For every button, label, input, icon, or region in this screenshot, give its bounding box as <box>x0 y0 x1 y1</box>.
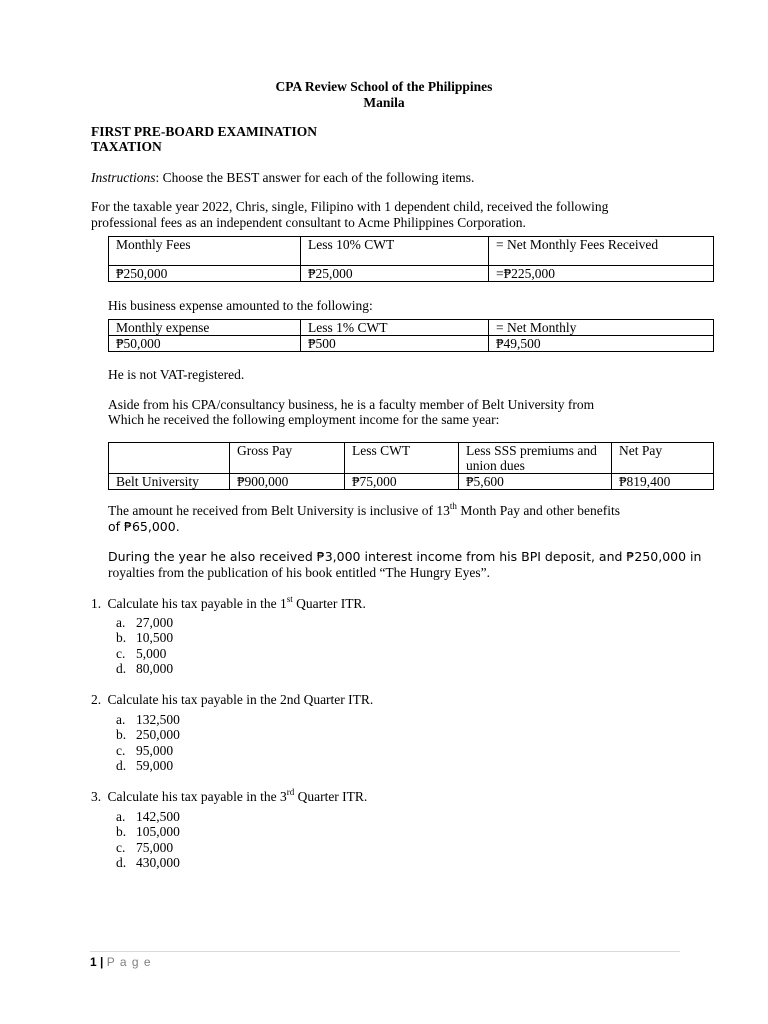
school-city: Manila <box>363 95 405 110</box>
option-1d[interactable] <box>116 661 173 677</box>
option-letter: b. <box>116 630 127 645</box>
option-value: 250,000 <box>136 727 180 742</box>
employment-cell: ₱75,000 <box>345 474 459 490</box>
option-2d[interactable] <box>116 758 173 774</box>
fees-header-cell: Less 10% CWT <box>301 237 489 266</box>
exam-subject: TAXATION <box>91 139 162 154</box>
option-value: 95,000 <box>136 743 174 758</box>
page-footer <box>90 955 152 969</box>
expense-header-cell: Monthly expense <box>109 320 301 336</box>
fees-header-cell: Monthly Fees <box>109 237 301 266</box>
option-3d[interactable] <box>116 855 180 871</box>
expense-cell: ₱50,000 <box>109 336 301 352</box>
page-label: P a g e <box>106 955 152 969</box>
employment-table-header-row <box>109 443 714 474</box>
option-letter: a. <box>116 809 126 824</box>
question-sup: rd <box>286 787 295 797</box>
question-number: 3. <box>91 789 102 804</box>
option-value: 10,500 <box>136 630 174 645</box>
expense-header-cell: Less 1% CWT <box>301 320 489 336</box>
intro-line-1: For the taxable year 2022, Chris, single, Filipino with 1 dependent child, received the following <box>91 199 609 214</box>
question-text: Calculate his tax payable in the 2nd Quarter ITR. <box>107 692 374 707</box>
employment-header-cell: Net Pay <box>612 443 714 474</box>
not-vat-registered: He is not VAT-registered. <box>108 367 245 382</box>
question-number: 1. <box>91 596 102 611</box>
option-3c[interactable] <box>116 840 173 856</box>
option-2b[interactable] <box>116 727 180 743</box>
option-value: 27,000 <box>136 615 174 630</box>
option-2c[interactable] <box>116 743 173 759</box>
option-3a[interactable] <box>116 809 180 825</box>
employment-header-cell <box>109 443 230 474</box>
fees-header-cell: = Net Monthly Fees Received <box>489 237 714 266</box>
fees-table <box>108 236 714 282</box>
option-letter: b. <box>116 727 127 742</box>
inclusive-text-b: Month Pay and other benefits <box>456 503 621 518</box>
employment-line-1: Aside from his CPA/consultancy business, he is a faculty member of Belt University from <box>108 397 595 412</box>
option-value: 75,000 <box>136 840 174 855</box>
question-text-b: Quarter ITR. <box>294 789 368 804</box>
option-letter: c. <box>116 840 126 855</box>
option-letter: a. <box>116 712 126 727</box>
question-sup: st <box>286 594 293 604</box>
instructions-text: : Choose the BEST answer for each of the following items. <box>155 170 475 185</box>
expense-intro: His business expense amounted to the following: <box>108 298 373 313</box>
question-text <box>108 789 368 804</box>
option-1c[interactable] <box>116 646 166 662</box>
expense-cell: ₱500 <box>301 336 489 352</box>
option-value: 5,000 <box>136 646 167 661</box>
employment-cell: ₱819,400 <box>612 474 714 490</box>
question-text-a: Calculate his tax payable in the 3 <box>107 789 287 804</box>
option-value: 132,500 <box>136 712 180 727</box>
option-value: 59,000 <box>136 758 174 773</box>
question-3 <box>91 789 367 805</box>
intro-line-2: professional fees as an independent consultant to Acme Philippines Corporation. <box>91 215 526 230</box>
fees-cell: =₱225,000 <box>489 266 714 282</box>
option-2a[interactable] <box>116 712 180 728</box>
expense-table-row <box>109 336 714 352</box>
option-1b[interactable] <box>116 630 173 646</box>
inclusive-sup: th <box>449 501 457 511</box>
question-number: 2. <box>91 692 102 707</box>
fees-table-row <box>109 266 714 282</box>
question-text <box>108 596 366 611</box>
option-letter: d. <box>116 758 127 773</box>
inclusive-text-a: The amount he received from Belt University is inclusive of 13 <box>108 503 450 518</box>
question-text-a: Calculate his tax payable in the 1 <box>107 596 287 611</box>
employment-table <box>108 442 714 490</box>
employment-cell: ₱5,600 <box>459 474 612 490</box>
employment-cell: ₱900,000 <box>230 474 345 490</box>
option-value: 142,500 <box>136 809 180 824</box>
instructions-label: Instructions <box>91 170 156 185</box>
employment-header-cell: Less SSS premiums and union dues <box>459 443 612 474</box>
instructions <box>91 170 474 186</box>
option-value: 105,000 <box>136 824 180 839</box>
expense-cell: ₱49,500 <box>489 336 714 352</box>
employment-table-row <box>109 474 714 490</box>
footer-divider <box>90 951 680 952</box>
expense-header-cell: = Net Monthly <box>489 320 714 336</box>
option-letter: a. <box>116 615 126 630</box>
fees-table-header-row <box>109 237 714 266</box>
footer-separator: | <box>100 955 104 969</box>
question-text-b: Quarter ITR. <box>292 596 366 611</box>
option-1a[interactable] <box>116 615 173 631</box>
fees-cell: ₱250,000 <box>109 266 301 282</box>
inclusive-line-1 <box>108 503 620 519</box>
inclusive-line-2: of ₱65,000. <box>108 519 180 534</box>
employment-line-2: Which he received the following employment income for the same year: <box>108 412 500 427</box>
school-name: CPA Review School of the Philippines <box>275 79 493 94</box>
option-letter: c. <box>116 743 126 758</box>
option-letter: c. <box>116 646 126 661</box>
fees-cell: ₱25,000 <box>301 266 489 282</box>
option-letter: d. <box>116 855 127 870</box>
other-income-line-1: During the year he also received ₱3,000 interest income from his BPI deposit, and ₱250,000 in <box>108 549 702 564</box>
employment-header-cell: Gross Pay <box>230 443 345 474</box>
option-value: 430,000 <box>136 855 180 870</box>
option-letter: b. <box>116 824 127 839</box>
expense-table-header-row <box>109 320 714 336</box>
exam-title: FIRST PRE-BOARD EXAMINATION <box>91 124 318 139</box>
option-letter: d. <box>116 661 127 676</box>
option-value: 80,000 <box>136 661 174 676</box>
other-income-line-2: royalties from the publication of his book entitled “The Hungry Eyes”. <box>108 565 491 580</box>
employment-header-cell: Less CWT <box>345 443 459 474</box>
option-3b[interactable] <box>116 824 180 840</box>
page-number: 1 <box>90 955 97 969</box>
employment-cell: Belt University <box>109 474 230 490</box>
question-1 <box>91 596 366 612</box>
question-2 <box>91 692 373 708</box>
expense-table <box>108 319 714 352</box>
